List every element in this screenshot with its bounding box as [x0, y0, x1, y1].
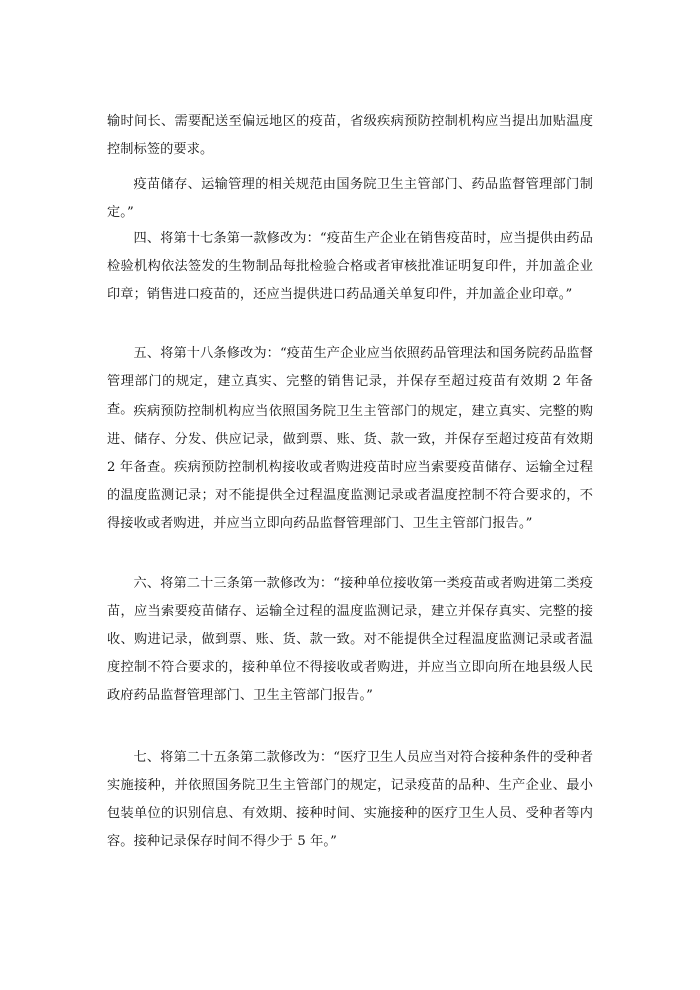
paragraph-article-7: 七、将第二十五条第二款修改为：“医疗卫生人员应当对符合接种条件的受种者实施接种，并依照国务院卫生主管部门的规定，记录疫苗的品种、生产企业、最小包装单位的识别信息、有效期、接种时间、实施接种的医疗卫生人员、受种者等内容。接种记录保存时间不得少于 5 年。” [107, 750, 593, 849]
paragraph-storage-rules: 疫苗储存、运输管理的相关规范由国务院卫生主管部门、药品监督管理部门制定。” [107, 177, 593, 220]
paragraph-article-4: 四、将第十七条第一款修改为：“疫苗生产企业在销售疫苗时，应当提供由药品检验机构依法签发的生物制品每批检验合格或者审核批准证明复印件，并加盖企业印章；销售进口疫苗的，还应当提供进口药品通关单复印件，并加盖企业印章。” [107, 231, 593, 302]
paragraph-continuation: 输时间长、需要配送至偏远地区的疫苗，省级疾病预防控制机构应当提出加贴温度控制标签的要求。 [107, 114, 593, 157]
paragraph-article-6: 六、将第二十三条第一款修改为：“接种单位接收第一类疫苗或者购进第二类疫苗，应当索要疫苗储存、运输全过程的温度监测记录，建立并保存真实、完整的接收、购进记录，做到票、账、货、款一致。对不能提供全过程温度监测记录或者温度控制不符合要求的，接种单位不得接收或者购进，并应当立即向所在地县级人民政府药品监督管理部门、卫生主管部门报告。” [107, 576, 593, 703]
paragraph-article-5: 五、将第十八条修改为：“疫苗生产企业应当依照药品管理法和国务院药品监督管理部门的规定，建立真实、完整的销售记录，并保存至超过疫苗有效期 2 年备查。 [107, 346, 593, 417]
paragraph-article-5-cont: 疾病预防控制机构应当依照国务院卫生主管部门的规定，建立真实、完整的购进、储存、分发、供应记录，做到票、账、货、款一致，并保存至超过疫苗有效期 2 年备查。疾病预防控制机构接收或者购进疫苗时应当索要疫苗储存、运输全过程的温度监测记录；对不能提供全过程温度监测记录或者温度控制不符合要求的，不得接收或者购进，并应当立即向药品监督管理部门、卫生主管部门报告。” [107, 404, 593, 531]
